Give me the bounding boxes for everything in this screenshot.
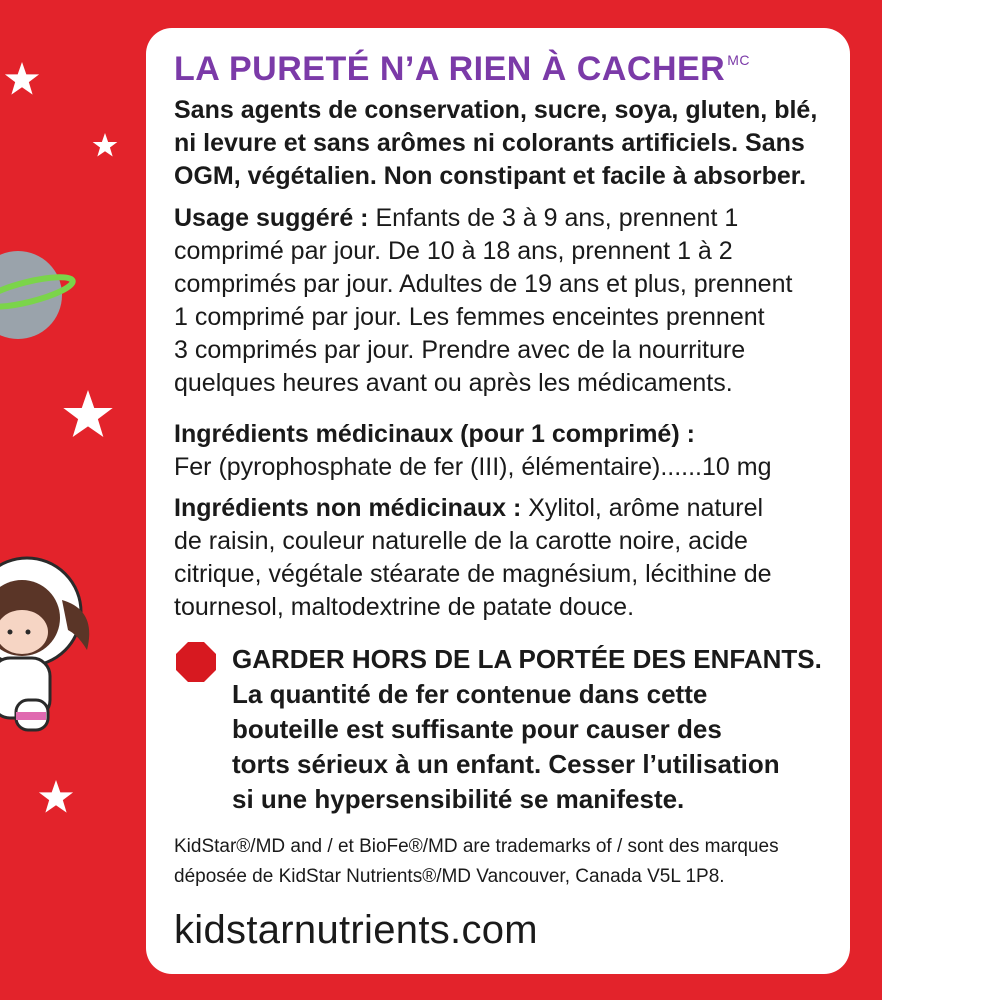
stop-sign-icon <box>176 642 216 682</box>
star-icon <box>92 133 118 159</box>
warning-line: si une hypersensibilité se manifeste. <box>232 784 685 814</box>
product-label-panel <box>146 28 850 974</box>
star-icon <box>62 390 114 442</box>
warning-line: bouteille est suffisante pour causer des <box>232 714 722 744</box>
usage-line: 3 comprimés par jour. Prendre avec de la nourriture <box>174 336 746 364</box>
astronaut-illustration <box>0 540 102 750</box>
title-trademark-mark: MC <box>727 52 751 68</box>
claims-line: ni levure et sans arômes ni colorants artificiels. Sans <box>174 129 805 157</box>
warning-line: La quantité de fer contenue dans cette <box>232 679 708 709</box>
planet-icon <box>0 240 80 350</box>
usage-line: 1 comprimé par jour. Les femmes enceintes prennent <box>174 303 765 331</box>
warning-line: torts sérieux à un enfant. Cesser l’utilisation <box>232 749 780 779</box>
non-medicinal-line: Ingrédients non médicinaux : Xylitol, arôme naturel <box>174 494 764 522</box>
trademark-line: déposée de KidStar Nutrients®/MD Vancouver, Canada V5L 1P8. <box>174 866 725 887</box>
non-medicinal-heading: Ingrédients non médicinaux : <box>174 494 522 522</box>
star-icon <box>4 62 40 98</box>
label-title: LA PURETÉ N’A RIEN À CACHER $^{MC}$ <box>174 50 751 88</box>
usage-line: Usage suggéré : Enfants de 3 à 9 ans, prennent 1 <box>174 204 739 232</box>
non-medicinal-line: citrique, végétale stéarate de magnésium, lécithine de <box>174 560 772 588</box>
usage-line: quelques heures avant ou après les médicaments. <box>174 369 733 397</box>
medicinal-ingredient-line: Fer (pyrophosphate de fer (III), élémentaire)......10 mg <box>174 453 772 481</box>
non-medicinal-line: tournesol, maltodextrine de patate douce. <box>174 593 635 621</box>
star-icon <box>38 780 74 816</box>
claims-line: Sans agents de conservation, sucre, soya, gluten, blé, <box>174 96 818 124</box>
usage-heading: Usage suggéré : <box>174 204 369 232</box>
medicinal-heading: Ingrédients médicinaux (pour 1 comprimé) : <box>174 420 695 448</box>
website-link[interactable]: kidstarnutrients.com <box>174 908 538 952</box>
usage-line: comprimé par jour. De 10 à 18 ans, prennent 1 à 2 <box>174 237 733 265</box>
warning-line: GARDER HORS DE LA PORTÉE DES ENFANTS. <box>232 644 822 674</box>
non-medicinal-line: de raisin, couleur naturelle de la carotte noire, acide <box>174 527 748 555</box>
trademark-line: KidStar®/MD and / et BioFe®/MD are trademarks of / sont des marques <box>174 836 779 857</box>
usage-line: comprimés par jour. Adultes de 19 ans et plus, prennent <box>174 270 793 298</box>
claims-line: OGM, végétalien. Non constipant et facile à absorber. <box>174 162 807 190</box>
